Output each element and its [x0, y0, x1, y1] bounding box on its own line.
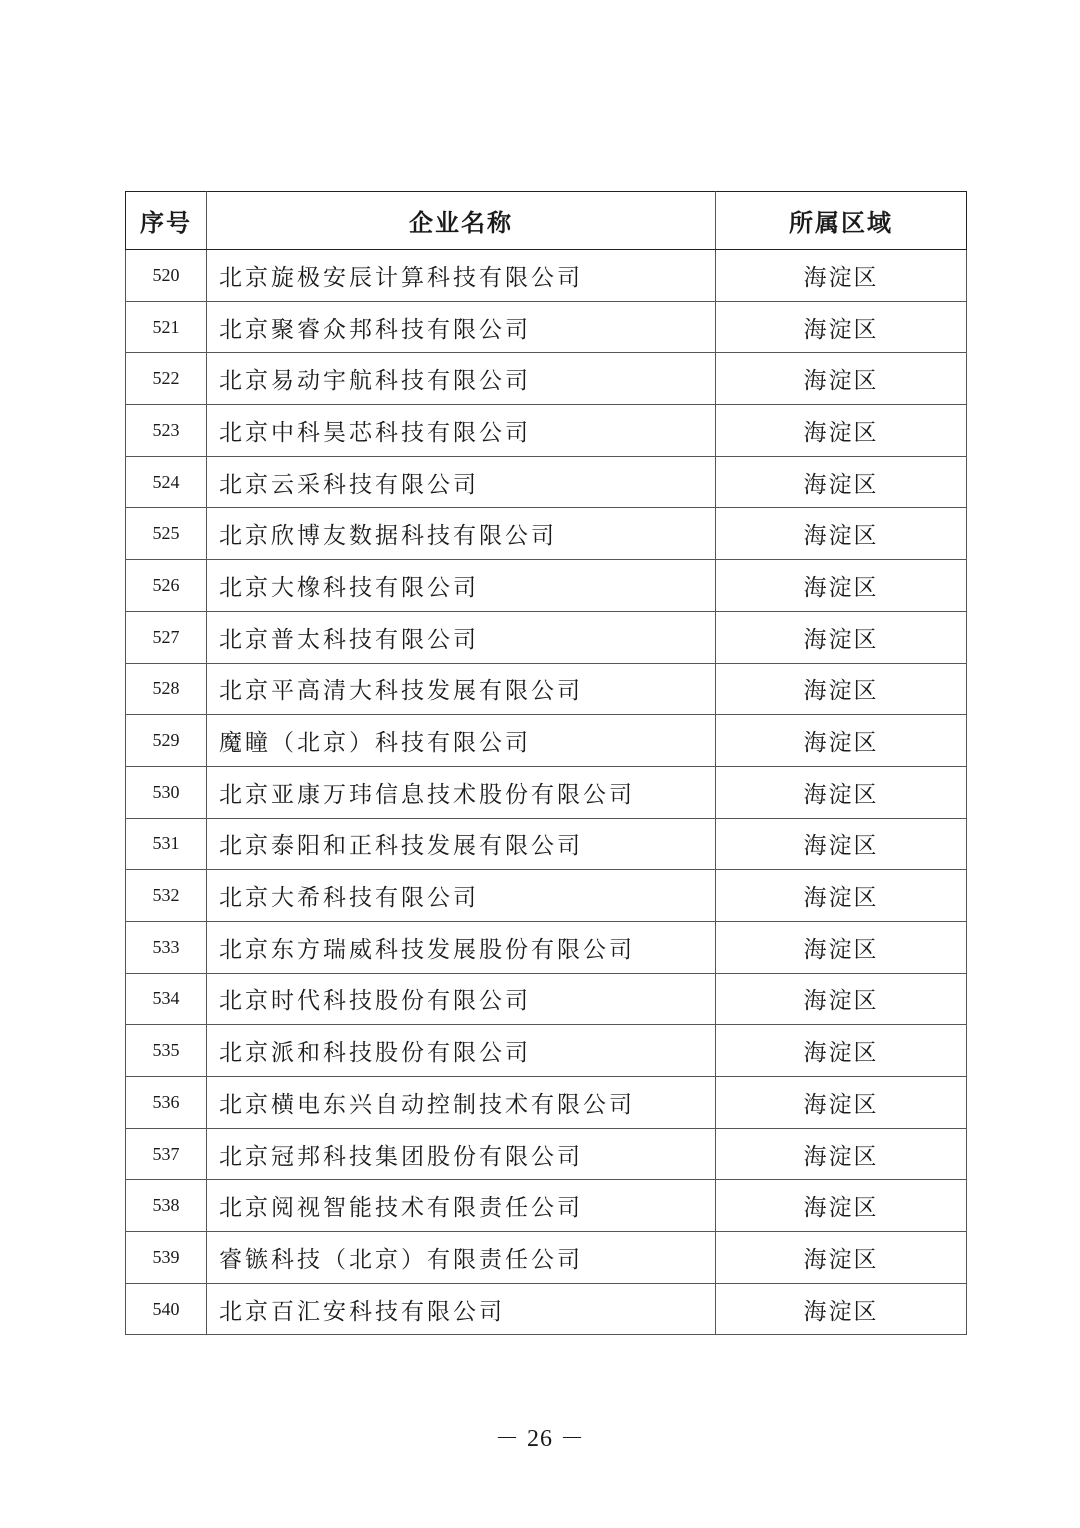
cell-name: 北京普太科技有限公司	[207, 611, 716, 663]
cell-name: 睿镞科技（北京）有限责任公司	[207, 1232, 716, 1284]
cell-seq: 525	[126, 508, 207, 560]
table-row	[126, 818, 967, 870]
cell-seq: 523	[126, 405, 207, 457]
cell-area: 海淀区	[716, 870, 967, 922]
cell-area: 海淀区	[716, 405, 967, 457]
enterprise-table	[125, 191, 967, 1335]
table-header	[126, 192, 967, 250]
table-row	[126, 456, 967, 508]
cell-name: 北京平高清大科技发展有限公司	[207, 663, 716, 715]
cell-seq: 531	[126, 818, 207, 870]
header-seq: 序号	[126, 192, 207, 250]
table-row	[126, 508, 967, 560]
header-row	[126, 192, 967, 250]
cell-area: 海淀区	[716, 818, 967, 870]
cell-name: 北京中科昊芯科技有限公司	[207, 405, 716, 457]
table-row	[126, 611, 967, 663]
cell-seq: 522	[126, 353, 207, 405]
table-row	[126, 1232, 967, 1284]
cell-area: 海淀区	[716, 715, 967, 767]
table-row	[126, 973, 967, 1025]
cell-name: 北京大橡科技有限公司	[207, 560, 716, 612]
cell-seq: 530	[126, 766, 207, 818]
table-row	[126, 921, 967, 973]
header-name: 企业名称	[207, 192, 716, 250]
table-row	[126, 1283, 967, 1335]
cell-seq: 520	[126, 250, 207, 302]
cell-seq: 540	[126, 1283, 207, 1335]
cell-area: 海淀区	[716, 1283, 967, 1335]
cell-name: 北京旋极安辰计算科技有限公司	[207, 250, 716, 302]
page-number: － 26 －	[495, 1426, 585, 1452]
table-row	[126, 560, 967, 612]
cell-seq: 521	[126, 301, 207, 353]
table-body	[126, 250, 967, 1335]
table-row	[126, 870, 967, 922]
header-area: 所属区域	[716, 192, 967, 250]
cell-seq: 533	[126, 921, 207, 973]
cell-area: 海淀区	[716, 1128, 967, 1180]
table-row	[126, 1025, 967, 1077]
table-row	[126, 1077, 967, 1129]
cell-area: 海淀区	[716, 973, 967, 1025]
cell-seq: 527	[126, 611, 207, 663]
table-row	[126, 353, 967, 405]
cell-area: 海淀区	[716, 1025, 967, 1077]
cell-area: 海淀区	[716, 1232, 967, 1284]
cell-name: 北京易动宇航科技有限公司	[207, 353, 716, 405]
cell-seq: 536	[126, 1077, 207, 1129]
table-row	[126, 766, 967, 818]
cell-name: 北京阅视智能技术有限责任公司	[207, 1180, 716, 1232]
cell-area: 海淀区	[716, 250, 967, 302]
table-row	[126, 250, 967, 302]
cell-name: 北京泰阳和正科技发展有限公司	[207, 818, 716, 870]
cell-area: 海淀区	[716, 353, 967, 405]
table-row	[126, 715, 967, 767]
cell-name: 北京亚康万玮信息技术股份有限公司	[207, 766, 716, 818]
cell-seq: 528	[126, 663, 207, 715]
cell-name: 北京云采科技有限公司	[207, 456, 716, 508]
table-row	[126, 1128, 967, 1180]
cell-seq: 539	[126, 1232, 207, 1284]
cell-area: 海淀区	[716, 301, 967, 353]
cell-seq: 529	[126, 715, 207, 767]
cell-seq: 537	[126, 1128, 207, 1180]
cell-name: 北京时代科技股份有限公司	[207, 973, 716, 1025]
table-row	[126, 663, 967, 715]
table-row	[126, 1180, 967, 1232]
cell-area: 海淀区	[716, 663, 967, 715]
cell-area: 海淀区	[716, 560, 967, 612]
cell-name: 北京聚睿众邦科技有限公司	[207, 301, 716, 353]
cell-name: 北京横电东兴自动控制技术有限公司	[207, 1077, 716, 1129]
cell-area: 海淀区	[716, 508, 967, 560]
cell-seq: 535	[126, 1025, 207, 1077]
cell-seq: 538	[126, 1180, 207, 1232]
cell-area: 海淀区	[716, 1180, 967, 1232]
table-row	[126, 301, 967, 353]
cell-name: 魔瞳（北京）科技有限公司	[207, 715, 716, 767]
cell-name: 北京大希科技有限公司	[207, 870, 716, 922]
cell-area: 海淀区	[716, 1077, 967, 1129]
cell-name: 北京欣博友数据科技有限公司	[207, 508, 716, 560]
cell-name: 北京派和科技股份有限公司	[207, 1025, 716, 1077]
cell-seq: 526	[126, 560, 207, 612]
table-row	[126, 405, 967, 457]
cell-seq: 534	[126, 973, 207, 1025]
cell-area: 海淀区	[716, 456, 967, 508]
cell-seq: 532	[126, 870, 207, 922]
cell-name: 北京冠邦科技集团股份有限公司	[207, 1128, 716, 1180]
cell-area: 海淀区	[716, 611, 967, 663]
cell-name: 北京东方瑞威科技发展股份有限公司	[207, 921, 716, 973]
cell-name: 北京百汇安科技有限公司	[207, 1283, 716, 1335]
cell-seq: 524	[126, 456, 207, 508]
cell-area: 海淀区	[716, 766, 967, 818]
cell-area: 海淀区	[716, 921, 967, 973]
